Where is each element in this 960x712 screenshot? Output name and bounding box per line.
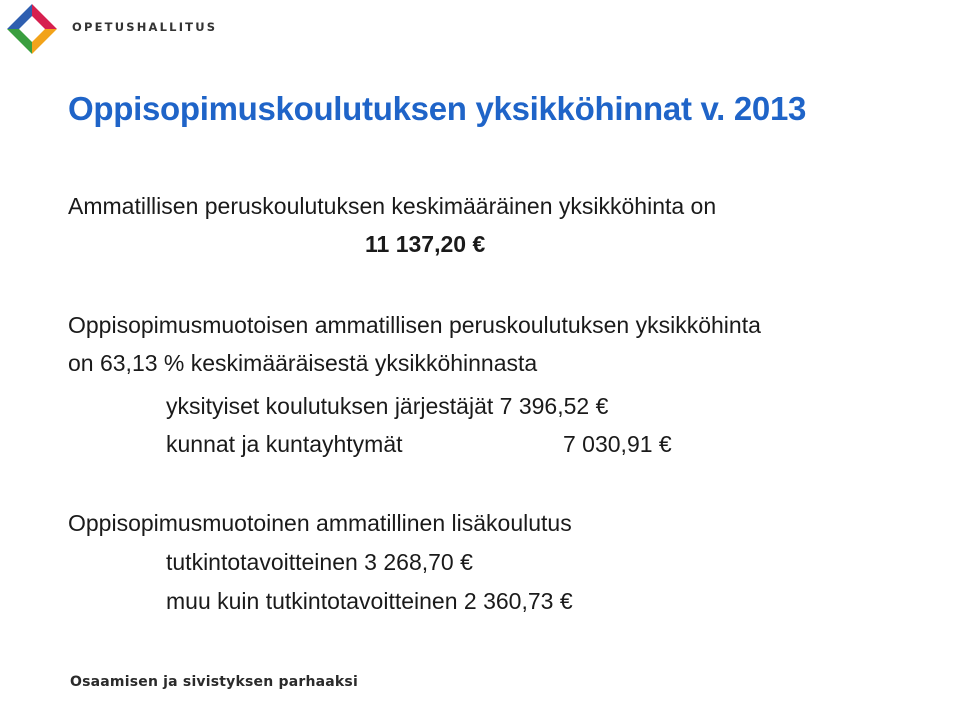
private-providers-price: yksityiset koulutuksen järjestäjät 7 396,52 € — [166, 393, 609, 419]
municipalities-label: kunnat ja kuntayhtymät — [166, 431, 403, 457]
avg-intro-text: Ammatillisen peruskoulutuksen keskimääräinen yksikköhinta on — [68, 193, 717, 219]
opetushallitus-logo-icon — [6, 3, 58, 55]
apprentice-text-line2: on 63,13 % keskimääräisestä yksikköhinnasta — [68, 350, 538, 376]
brand-name: OPETUSHALLITUS — [72, 20, 218, 34]
municipalities-value: 7 030,91 € — [563, 431, 672, 457]
footer-slogan: Osaamisen ja sivistyksen parhaaksi — [70, 674, 358, 690]
avg-value: 11 137,20 € — [365, 231, 486, 257]
slide-title: Oppisopimuskoulutuksen yksikköhinnat v. 2013 — [68, 90, 807, 127]
further-training-heading: Oppisopimusmuotoinen ammatillinen lisäkoulutus — [68, 510, 572, 536]
non-degree-price: muu kuin tutkintotavoitteinen 2 360,73 € — [166, 588, 573, 614]
apprentice-text-line1: Oppisopimusmuotoisen ammatillisen peruskoulutuksen yksikköhinta — [68, 312, 761, 338]
degree-oriented-price: tutkintotavoitteinen 3 268,70 € — [166, 549, 473, 575]
